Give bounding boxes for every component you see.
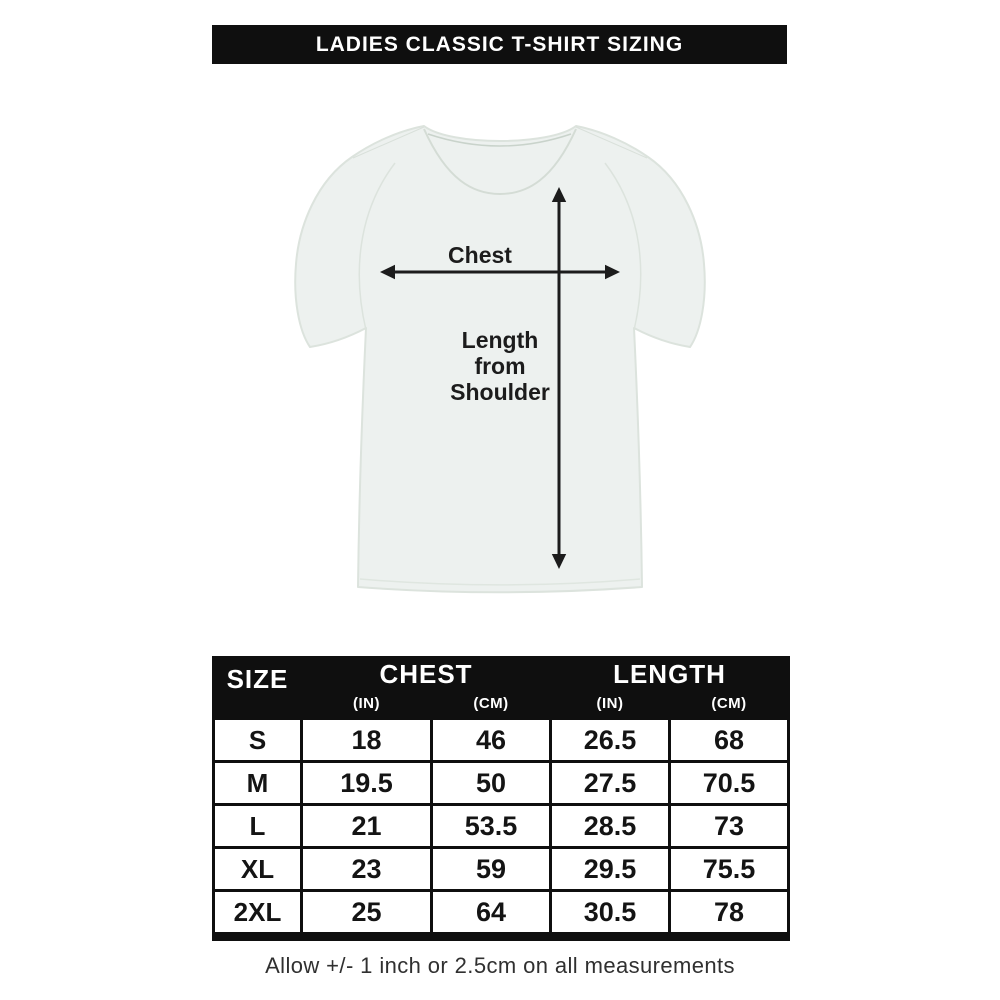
cell-length-in: 28.5 xyxy=(551,805,670,848)
cell-length-in: 30.5 xyxy=(551,891,670,937)
cell-chest-cm: 59 xyxy=(432,848,551,891)
table-row xyxy=(214,805,789,848)
unit-header-length-in: (IN) xyxy=(551,692,670,719)
column-header-size: SIZE xyxy=(214,658,302,719)
table-row xyxy=(214,719,789,762)
column-header-length: LENGTH xyxy=(551,658,789,692)
table-header-row xyxy=(214,658,789,692)
table-row xyxy=(214,891,789,937)
cell-chest-cm: 46 xyxy=(432,719,551,762)
cell-length-in: 29.5 xyxy=(551,848,670,891)
cell-length-cm: 68 xyxy=(670,719,789,762)
cell-chest-in: 25 xyxy=(302,891,432,937)
cell-length-in: 27.5 xyxy=(551,762,670,805)
cell-chest-in: 23 xyxy=(302,848,432,891)
cell-chest-cm: 50 xyxy=(432,762,551,805)
cell-length-cm: 75.5 xyxy=(670,848,789,891)
cell-size: L xyxy=(214,805,302,848)
page-title: LADIES CLASSIC T-SHIRT SIZING xyxy=(315,32,684,56)
cell-length-cm: 70.5 xyxy=(670,762,789,805)
cell-chest-cm: 64 xyxy=(432,891,551,937)
table-row xyxy=(214,762,789,805)
chest-measurement-label: Chest xyxy=(448,242,512,268)
cell-chest-in: 18 xyxy=(302,719,432,762)
cell-chest-in: 19.5 xyxy=(302,762,432,805)
length-measurement-label xyxy=(410,327,590,405)
cell-length-in: 26.5 xyxy=(551,719,670,762)
cell-chest-in: 21 xyxy=(302,805,432,848)
column-header-chest: CHEST xyxy=(302,658,551,692)
length-label-line-2: from xyxy=(474,353,526,379)
cell-length-cm: 73 xyxy=(670,805,789,848)
length-label-line-1: Length xyxy=(461,327,539,353)
size-chart-table xyxy=(212,656,790,941)
cell-size: XL xyxy=(214,848,302,891)
length-label-line-3: Shoulder xyxy=(450,379,550,405)
unit-header-chest-cm: (CM) xyxy=(432,692,551,719)
tolerance-note: Allow +/- 1 inch or 2.5cm on all measurements xyxy=(265,953,735,978)
cell-chest-cm: 53.5 xyxy=(432,805,551,848)
cell-size: M xyxy=(214,762,302,805)
cell-size: S xyxy=(214,719,302,762)
cell-length-cm: 78 xyxy=(670,891,789,937)
cell-size: 2XL xyxy=(214,891,302,937)
unit-header-chest-in: (IN) xyxy=(302,692,432,719)
table-row xyxy=(214,848,789,891)
unit-header-length-cm: (CM) xyxy=(670,692,789,719)
